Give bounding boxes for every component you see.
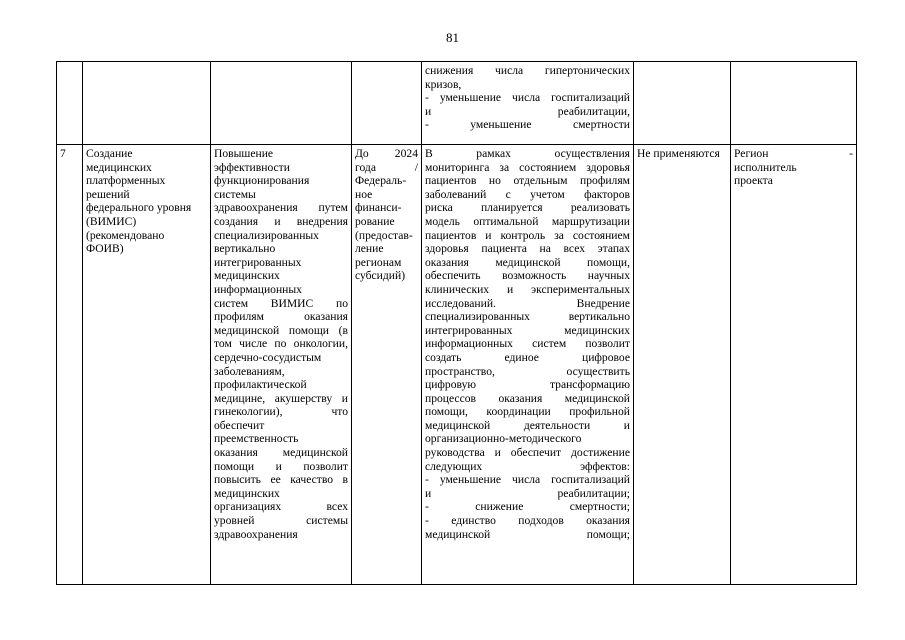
cell-line: вертикально xyxy=(214,242,276,256)
cell-line: - единство подходов оказания xyxy=(425,514,630,528)
cell-line: (ВИМИС) xyxy=(86,214,137,228)
cell-role-empty xyxy=(731,62,857,145)
cell-line: года / xyxy=(355,160,418,174)
cell-term-empty xyxy=(352,62,422,145)
table-row-continued xyxy=(57,62,857,145)
cell-line: модель оптимальной маршрутизации xyxy=(425,214,630,228)
cell-line: функционирования xyxy=(214,174,310,188)
cell-line: (предостав- xyxy=(355,228,413,242)
cell-line: исследований. Внедрение xyxy=(425,296,630,310)
cell-line: медицинской помощи (в xyxy=(214,323,348,337)
cell-line: кризов, xyxy=(425,77,462,91)
cell-line: мониторинга за состоянием здоровья xyxy=(425,160,630,174)
cell-line: здравоохранения путем xyxy=(214,201,348,215)
cell-line: том числе по онкологии, xyxy=(214,337,348,351)
cell-line: заболеваний с учетом факторов xyxy=(425,187,630,201)
cell-line: Федераль- xyxy=(355,174,407,188)
measure-applicability: Не применяются xyxy=(634,145,731,585)
cell-line: создания и внедрения xyxy=(214,214,348,228)
cell-line: регионам xyxy=(355,255,402,269)
cell-line: медицинских xyxy=(214,486,280,500)
cell-line: следующих эффектов: xyxy=(425,459,630,473)
cell-line: профилактической xyxy=(214,378,307,392)
cell-line: финанси- xyxy=(355,201,402,215)
cell-line: ФОИВ) xyxy=(86,242,124,256)
cell-line: профилям оказания xyxy=(214,310,348,324)
cell-line: системы xyxy=(214,187,256,201)
cell-line: помощи и позволит xyxy=(214,459,348,473)
cell-line: и реабилитации; xyxy=(425,486,630,500)
cell-line: систем ВИМИС по xyxy=(214,296,348,310)
cell-applicability-empty xyxy=(634,62,731,145)
cell-line: платформенных xyxy=(86,174,166,188)
cell-line: субсидий) xyxy=(355,269,406,283)
cell-line: медицинских xyxy=(214,269,280,283)
cell-line: медицине, акушерству и xyxy=(214,391,348,405)
cell-line: здравоохранения xyxy=(214,527,298,541)
cell-line: Регион - xyxy=(734,147,853,160)
cell-line: медицинской помощи; xyxy=(425,527,630,541)
cell-line: До 2024 xyxy=(355,147,418,160)
cell-line: специализированных вертикально xyxy=(425,310,630,324)
cell-line: пациентов но отдельным профилям xyxy=(425,174,630,188)
cell-line: медицинской деятельности и xyxy=(425,418,630,432)
cell-line: федерального уровня xyxy=(86,201,192,215)
cell-line: обеспечит xyxy=(214,418,265,432)
measure-term-funding xyxy=(352,145,422,585)
cell-line: преемственность xyxy=(214,432,299,446)
cell-line: рование xyxy=(355,214,395,228)
cell-line: сердечно-сосудистым xyxy=(214,350,322,364)
cell-number-empty xyxy=(57,62,83,145)
cell-line: уровней системы xyxy=(214,514,348,528)
cell-line: и реабилитации, xyxy=(425,104,630,118)
cell-line: решений xyxy=(86,187,130,201)
cell-line: оказания медицинской xyxy=(214,446,348,460)
cell-line: интегрированных xyxy=(214,255,302,269)
measure-role xyxy=(731,145,857,585)
cell-line: пространство, осуществить xyxy=(425,364,630,378)
cell-line: помощи, координации профильной xyxy=(425,405,630,419)
cell-line: информационных xyxy=(214,282,302,296)
cell-line: повысить ее качество в xyxy=(214,473,348,487)
cell-line: заболеваниям, xyxy=(214,364,285,378)
cell-line: клинических и экспериментальных xyxy=(425,282,630,296)
cell-line: интегрированных медицинских xyxy=(425,323,630,337)
cell-line: информационных систем позволит xyxy=(425,337,630,351)
cell-line: - снижение смертности; xyxy=(425,500,630,514)
cell-line: - уменьшение числа госпитализаций xyxy=(425,91,630,105)
cell-line: - уменьшение числа госпитализаций xyxy=(425,473,630,487)
cell-line: создать единое цифровое xyxy=(425,350,630,364)
cell-line: проекта xyxy=(734,174,773,188)
cell-line: В рамках осуществления xyxy=(425,147,630,160)
cell-line: цифровую трансформацию xyxy=(425,378,630,392)
cell-line: организационно-методического xyxy=(425,432,582,446)
measures-table xyxy=(56,61,857,585)
cell-line: ление xyxy=(355,242,384,256)
cell-line: ное xyxy=(355,187,373,201)
cell-line: эффективности xyxy=(214,160,290,174)
cell-line: специализированных xyxy=(214,228,319,242)
cell-line: снижения числа гипертонических xyxy=(425,64,630,77)
row-number: 7 xyxy=(57,145,83,585)
cell-goal-empty xyxy=(211,62,352,145)
measure-goal xyxy=(211,145,352,585)
cell-line: (рекомендовано xyxy=(86,228,165,242)
cell-line: исполнитель xyxy=(734,160,797,174)
cell-line: Создание xyxy=(86,147,133,160)
cell-line: обеспечить возможность научных xyxy=(425,269,630,283)
cell-line: здоровья пациента на всех этапах xyxy=(425,242,630,256)
cell-line: гинекологии), что xyxy=(214,405,348,419)
cell-line: - уменьшение смертности xyxy=(425,118,630,132)
cell-line: организациях всех xyxy=(214,500,348,514)
cell-line: руководства и обеспечит достижение xyxy=(425,446,630,460)
measure-effects xyxy=(422,145,634,585)
measure-name xyxy=(83,145,211,585)
cell-line: процессов оказания медицинской xyxy=(425,391,630,405)
cell-line: Повышение xyxy=(214,147,274,160)
cell-line: пациентов и контроль за состоянием xyxy=(425,228,630,242)
cell-line: медицинских xyxy=(86,160,152,174)
table-row-7 xyxy=(57,145,857,585)
cell-line: риска планируется реализовать xyxy=(425,201,630,215)
page-number: 81 xyxy=(446,30,459,45)
cell-effects-continued xyxy=(422,62,634,145)
cell-name-empty xyxy=(83,62,211,145)
cell-line: оказания медицинской помощи, xyxy=(425,255,630,269)
